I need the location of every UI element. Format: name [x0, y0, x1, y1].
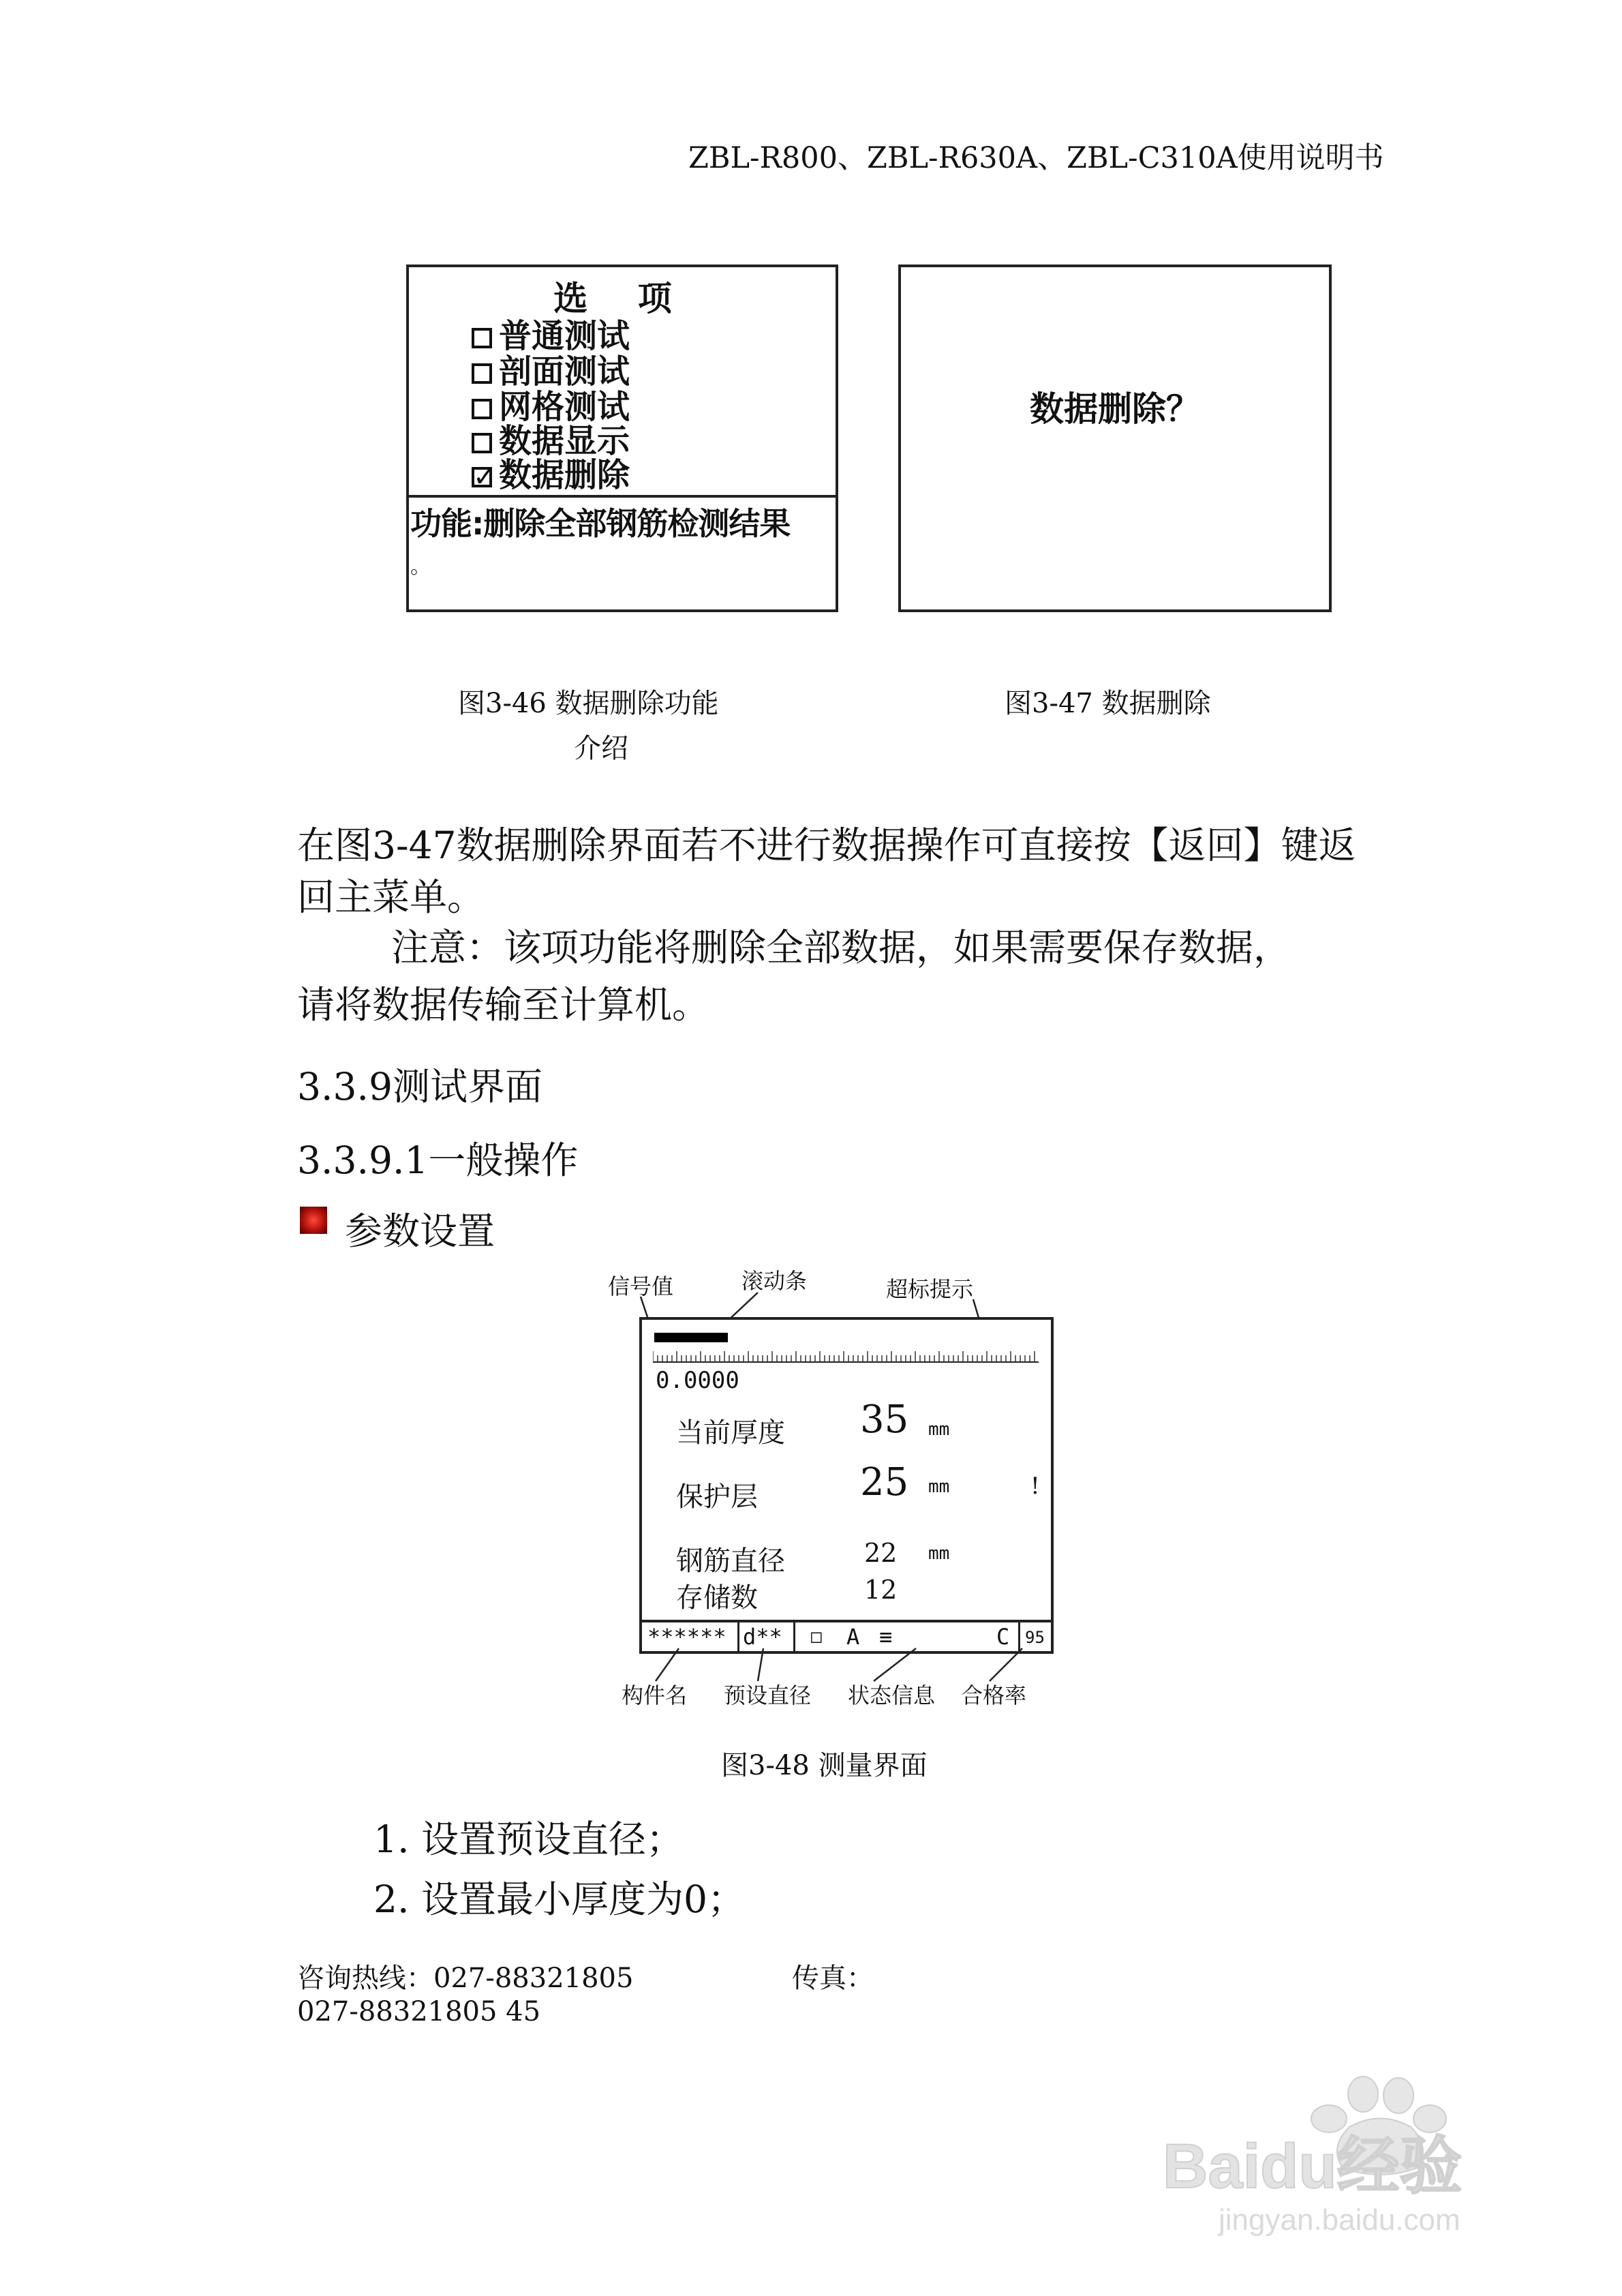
- section-heading: 3.3.9测试界面: [297, 1065, 542, 1108]
- note-line: 请将数据传输至计算机。: [297, 983, 710, 1027]
- status-divider: [793, 1622, 795, 1652]
- function-description-end: 。: [410, 555, 431, 579]
- status-preset-diameter: d**: [743, 1624, 782, 1650]
- figure-3-46-caption: 图3-46 数据删除功能: [458, 688, 719, 719]
- status-member-name: ******: [647, 1624, 726, 1650]
- option-normal-test: 普通测试: [472, 318, 630, 354]
- list-item: 1. 设置预设直径；: [373, 1817, 684, 1861]
- label-current-thickness: 当前厚度: [676, 1417, 785, 1449]
- option-data-display: 数据显示: [472, 423, 630, 459]
- scroll-bar-fill: [654, 1333, 728, 1342]
- note-line: 注意：该项功能将删除全部数据，如果需要保存数据，: [391, 926, 1291, 969]
- footer-fax-label: 传真：: [792, 1963, 874, 1994]
- status-mode: A: [846, 1624, 860, 1650]
- delete-prompt: 数据删除？: [1030, 389, 1200, 429]
- figure-3-47-caption: 图3-47 数据删除: [1005, 688, 1211, 719]
- label-cover-layer: 保护层: [676, 1481, 758, 1513]
- status-bar: [639, 1622, 1054, 1654]
- annotation-signal: 信号值: [608, 1273, 674, 1299]
- label-storage-count: 存储数: [676, 1582, 758, 1614]
- bullet-heading: 参数设置: [345, 1209, 495, 1253]
- option-grid-test: 网格测试: [472, 389, 630, 425]
- status-divider: [737, 1622, 739, 1652]
- subsection-heading: 3.3.9.1一般操作: [297, 1138, 579, 1182]
- status-box-icon: □: [811, 1627, 822, 1647]
- value-storage-count: 12: [864, 1575, 898, 1605]
- annotation-member-name: 构件名: [622, 1682, 688, 1708]
- value-current-thickness: 35: [860, 1398, 909, 1442]
- paragraph-line: 回主菜单。: [297, 875, 485, 919]
- status-pass-rate: 95: [1025, 1628, 1045, 1647]
- annotation-pass-rate: 合格率: [961, 1682, 1027, 1708]
- unit-rebar-diameter: mm: [928, 1543, 950, 1564]
- annotation-status-info: 状态信息: [848, 1682, 936, 1708]
- scroll-ruler: [653, 1350, 1039, 1363]
- status-menu-icon: ≡: [879, 1624, 893, 1650]
- watermark-url: jingyan.baidu.com: [1219, 2203, 1460, 2237]
- value-rebar-diameter: 22: [864, 1538, 898, 1568]
- option-profile-test: 剖面测试: [472, 353, 630, 390]
- paragraph-line: 在图3-47数据删除界面若不进行数据操作可直接按【返回】键返: [297, 824, 1356, 867]
- over-limit-mark: !: [1030, 1472, 1040, 1500]
- footer-hotline: 咨询热线：027-88321805: [297, 1963, 634, 1994]
- unit-current-thickness: mm: [928, 1419, 950, 1440]
- signal-value: 0.0000: [656, 1367, 739, 1394]
- document-header: ZBL-R800、ZBL-R630A、ZBL-C310A使用说明书: [688, 141, 1384, 175]
- figure-3-48-caption: 图3-48 测量界面: [721, 1750, 928, 1781]
- status-c: C: [996, 1624, 1010, 1650]
- option-data-delete: ✓数据删除: [472, 457, 630, 494]
- function-description: 功能:删除全部钢筋检测结果: [410, 505, 791, 542]
- figure-3-46-caption-line2: 介绍: [574, 733, 628, 764]
- footer-fax-number-page: 027-88321805 45: [297, 1996, 541, 2027]
- annotation-preset-diameter: 预设直径: [724, 1682, 812, 1708]
- list-item: 2. 设置最小厚度为0；: [373, 1877, 745, 1921]
- watermark-brand: Baidu经验: [1163, 2132, 1463, 2201]
- options-title: 选 项: [553, 279, 691, 318]
- annotation-over-limit: 超标提示: [886, 1276, 974, 1302]
- label-rebar-diameter: 钢筋直径: [676, 1545, 785, 1577]
- status-divider: [1018, 1622, 1020, 1652]
- unit-cover-layer: mm: [928, 1477, 950, 1497]
- annotation-scrollbar: 滚动条: [741, 1268, 808, 1294]
- value-cover-layer: 25: [860, 1460, 909, 1505]
